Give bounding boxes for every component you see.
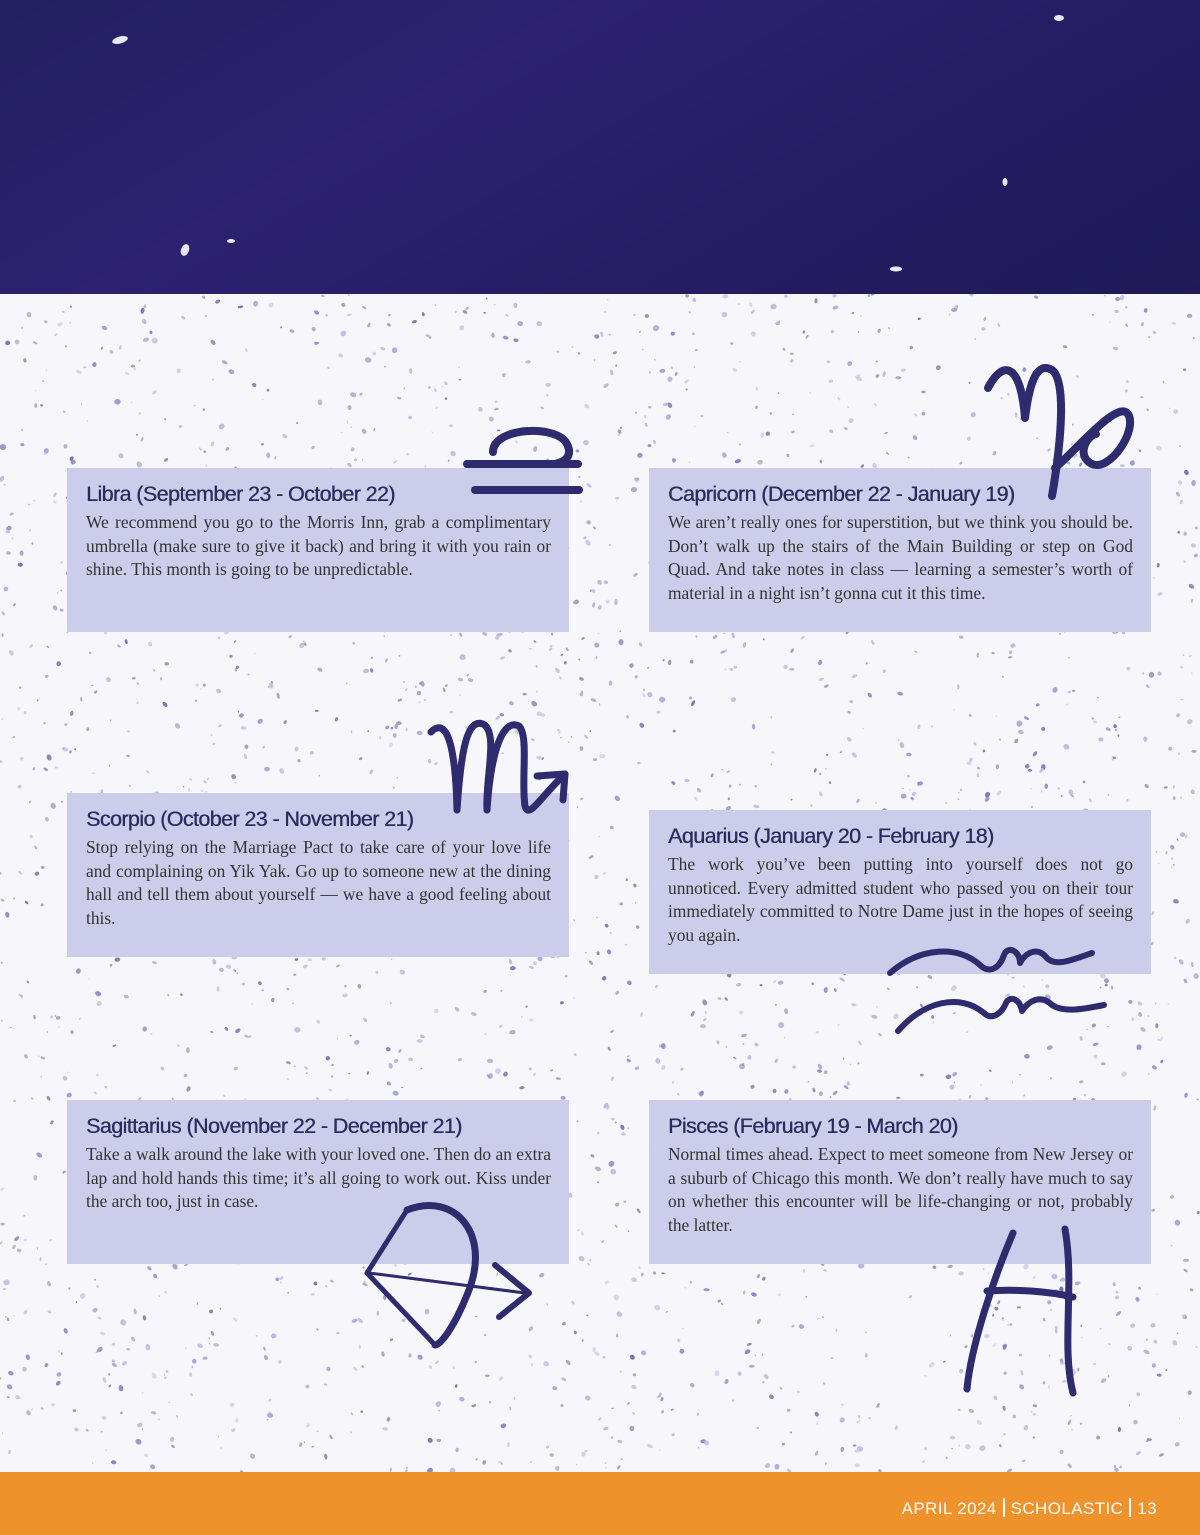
capricorn-body: We aren’t really ones for superstition, but we think you should be. Don’t walk up the stairs of the Main Building or step on God Quad. And take notes in class — learning a semester’s worth of material in a night isn’t gonna cut it this time. <box>668 512 1133 603</box>
scorpio-body: Stop relying on the Marriage Pact to take care of your love life and complaining on Yik Yak. Go up to someone new at the dining hall and tell them about yourself — we have a good feeling about this. <box>86 837 551 928</box>
scorpio-title: Scorpio (October 23 - November 21) <box>86 807 414 831</box>
footer-page-number: 13 <box>1137 1499 1157 1518</box>
pisces-title: Pisces (February 19 - March 20) <box>668 1114 958 1138</box>
capricorn-icon <box>980 358 1150 508</box>
aquarius-title: Aquarius (January 20 - February 18) <box>668 824 994 848</box>
footer-divider <box>1003 1498 1005 1517</box>
page-footer <box>0 1472 1200 1535</box>
libra-title: Libra (September 23 - October 22) <box>86 482 395 506</box>
sagittarius-title: Sagittarius (November 22 - December 21) <box>86 1114 462 1138</box>
footer-publication: SCHOLASTIC <box>1010 1499 1124 1518</box>
footer-divider <box>1129 1498 1131 1517</box>
capricorn-title: Capricorn (December 22 - January 19) <box>668 482 1015 506</box>
pisces-body: Normal times ahead. Expect to meet someone from New Jersey or a suburb of Chicago this month. We don’t really have much to say on whether this encounter will be life-changing or not, probably the latter. <box>668 1144 1133 1235</box>
pisces-icon <box>955 1215 1095 1405</box>
sagittarius-body: Take a walk around the lake with your loved one. Then do an extra lap and hold hands this time; it’s all going to work out. Kiss under the arch too, just in case. <box>86 1144 551 1212</box>
sagittarius-icon <box>355 1195 545 1355</box>
footer-text <box>902 1498 1157 1519</box>
aquarius-body: The work you’ve been putting into yourself does not go unnoticed. Every admitted student who passed you on their tour immediately committed to Notre Dame just in the hopes of seeing you again. <box>668 854 1133 945</box>
libra-body: We recommend you go to the Morris Inn, grab a complimentary umbrella (make sure to give it back) and bring it with you rain or shine. This month is going to be unpredictable. <box>86 512 551 580</box>
night-sky-banner <box>0 0 1200 294</box>
stars-decoration <box>0 0 1200 294</box>
aquarius-icon <box>880 935 1120 1045</box>
libra-icon <box>455 412 595 502</box>
footer-issue: APRIL 2024 <box>901 1499 997 1518</box>
scorpio-icon <box>425 710 585 830</box>
